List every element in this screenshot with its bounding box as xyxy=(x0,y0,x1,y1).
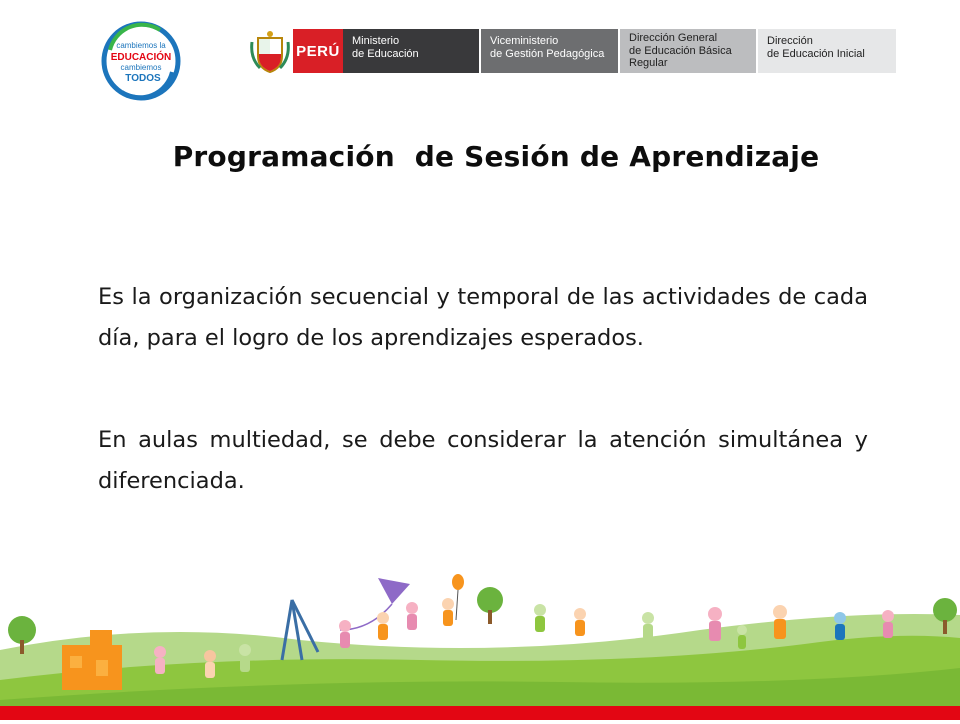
child-figure xyxy=(377,612,389,640)
header-box-direccion-inicial xyxy=(758,29,896,73)
child-figure xyxy=(574,608,586,636)
footer-red-bar xyxy=(0,706,960,720)
header-box-line: de Educación Básica xyxy=(629,44,732,57)
child-figure xyxy=(834,612,846,640)
children-playing-illustration xyxy=(0,560,960,720)
child-figure xyxy=(239,644,251,672)
header-box-line: Regular xyxy=(629,57,668,69)
header-box-line: de Educación Inicial xyxy=(767,47,865,60)
logo-line4: TODOS xyxy=(125,73,161,84)
header-box-line: de Gestión Pedagógica xyxy=(490,47,605,60)
child-figure xyxy=(773,605,787,639)
child-figure xyxy=(154,646,166,674)
child-figure xyxy=(534,604,546,632)
logo-line1: cambiemos la xyxy=(116,41,166,50)
child-figure xyxy=(642,612,654,640)
child-figure xyxy=(204,650,216,678)
header-box-line: Dirección xyxy=(767,35,813,47)
tree-icon xyxy=(477,587,503,624)
child-figure xyxy=(737,625,747,649)
campaign-logo xyxy=(100,20,182,102)
header-box-viceministerio xyxy=(481,29,618,73)
header-box-direccion-general xyxy=(620,29,756,73)
header-box-line: de Educación xyxy=(352,47,419,60)
balloon-icon xyxy=(452,574,464,620)
coat-of-arms-icon xyxy=(250,30,290,74)
slide-title-text: Programación de Sesión de Aprendizaje xyxy=(172,140,820,173)
logo-line3: cambiemos xyxy=(120,63,162,72)
header-box-line: Dirección General xyxy=(629,32,718,44)
header-box-line: Viceministerio xyxy=(490,35,559,47)
header-box-line: Ministerio xyxy=(352,35,400,47)
header-box-ministerio xyxy=(343,29,479,73)
child-figure xyxy=(442,598,454,626)
kite-icon xyxy=(340,578,410,630)
logo-line2: EDUCACIÓN xyxy=(110,52,172,63)
peru-label: PERÚ xyxy=(293,29,343,73)
child-figure xyxy=(882,610,894,638)
child-figure xyxy=(339,620,351,648)
child-figure xyxy=(708,607,722,641)
slide-title xyxy=(0,140,960,173)
paragraph-2: En aulas multiedad, se debe considerar la atención simultánea y diferenciada. xyxy=(98,427,868,494)
paragraph-1: Es la organización secuencial y temporal de las actividades de cada día, para el logro de los aprendizajes esperados. xyxy=(98,284,868,351)
child-figure xyxy=(406,602,418,630)
